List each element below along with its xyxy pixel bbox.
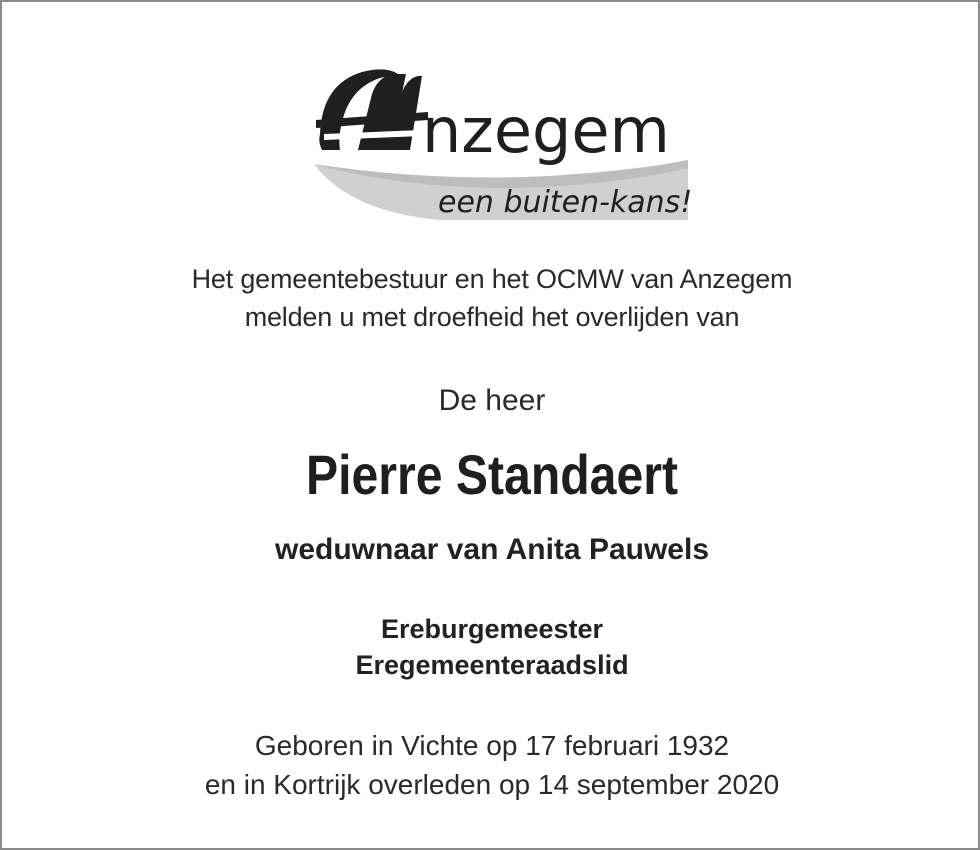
title-line: Ereburgemeester bbox=[380, 614, 604, 644]
spouse-line: weduwnaar van Anita Pauwels bbox=[274, 533, 710, 566]
logo-graphic bbox=[310, 64, 692, 224]
intro-paragraph bbox=[2, 260, 980, 336]
salutation: De heer bbox=[438, 384, 546, 417]
deceased-name: Pierre Standaert bbox=[305, 443, 679, 506]
logo-tagline: een buiten-kans! bbox=[438, 185, 692, 220]
intro-line: Het gemeentebestuur en het OCMW van Anzegem bbox=[191, 264, 793, 294]
birth-line: Geboren in Vichte op 17 februari 1932 bbox=[254, 730, 730, 761]
anzegem-logo bbox=[310, 64, 692, 224]
title-line: Eregemeenteraadslid bbox=[355, 650, 629, 680]
logo-wordmark: nzegem bbox=[422, 94, 670, 167]
death-line: en in Kortrijk overleden op 14 september 2020 bbox=[204, 769, 780, 800]
honorary-titles bbox=[2, 611, 980, 683]
intro-line: melden u met droefheid het overlijden van bbox=[244, 302, 740, 332]
life-dates bbox=[2, 726, 980, 804]
